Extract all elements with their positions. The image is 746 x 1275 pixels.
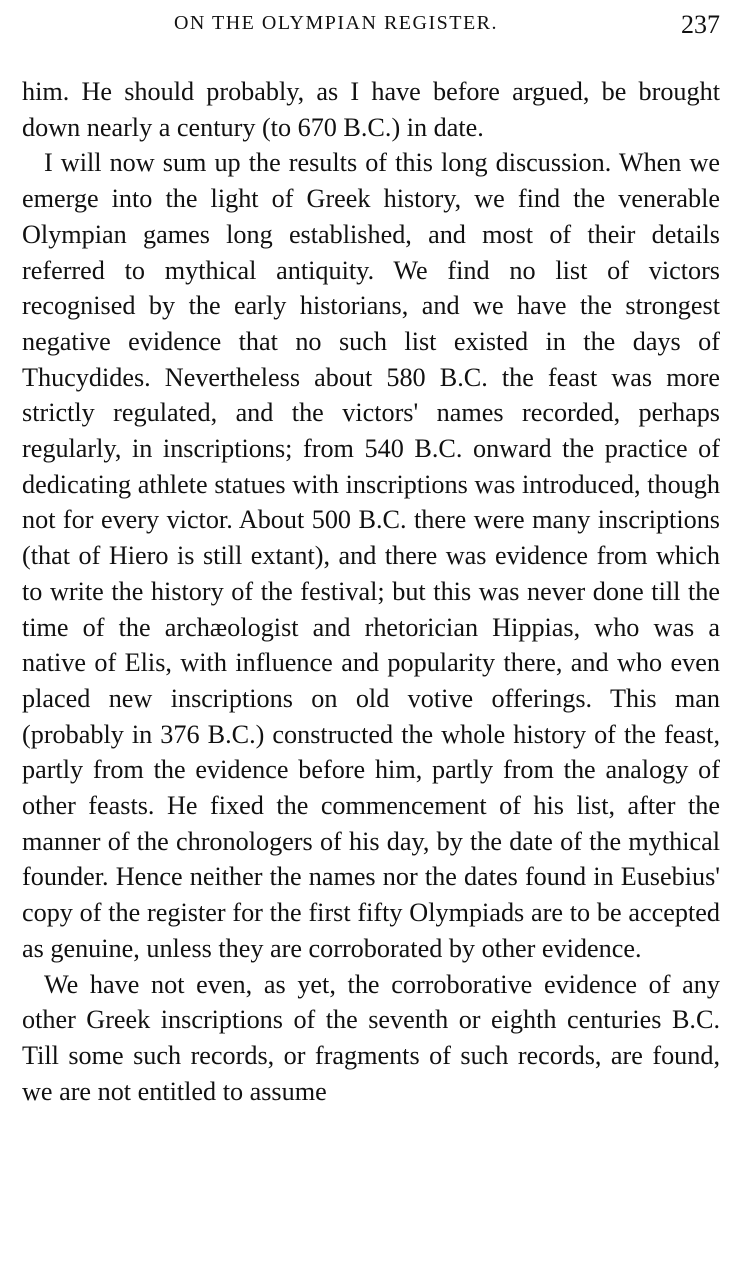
- paragraph-summary: I will now sum up the results of this long discussion. When we emerge into the light of Greek history, we find the venerable Olympian games long established, and most of their details referred to mythical antiquity. We find no list of victors recognised by the early historians, and we have the strongest negative evidence that no such list existed in the days of Thucydides. Nevertheless about 580 B.C. the feast was more strictly regulated, and the victors' names recorded, perhaps regularly, in inscriptions; from 540 B.C. onward the practice of dedicating athlete statues with inscriptions was introduced, though not for every victor. About 500 B.C. there were many inscriptions (that of Hiero is still extant), and there was evidence from which to write the history of the festival; but this was never done till the time of the archæologist and rhetorician Hippias, who was a native of Elis, with influence and popularity there, and who even placed new inscriptions on old votive offerings. This man (probably in 376 B.C.) constructed the whole history of the feast, partly from the evidence before him, partly from the analogy of other feasts. He fixed the commencement of his list, after the manner of the chronologers of his day, by the date of the mythical founder. Hence neither the names nor the dates found in Eusebius' copy of the register for the first fifty Olympiads are to be accepted as genuine, unless they are corroborated by other evidence.: [22, 148, 720, 963]
- running-title: ON THE OLYMPIAN REGISTER.: [173, 12, 498, 34]
- paragraph-corroboration: We have not even, as yet, the corroborative evidence of any other Greek inscriptions of the seventh or eighth centuries B.C. Till some such records, or fragments of such records, are found, we are not entitled to assume: [22, 969, 720, 1106]
- paragraph-continuation: him. He should probably, as I have before argued, be brought down nearly a century (to 670 B.C.) in date.: [22, 77, 720, 142]
- page-number: 237: [681, 10, 720, 39]
- body-text: [22, 74, 720, 1109]
- running-head: [22, 8, 720, 40]
- book-page: [22, 8, 720, 1109]
